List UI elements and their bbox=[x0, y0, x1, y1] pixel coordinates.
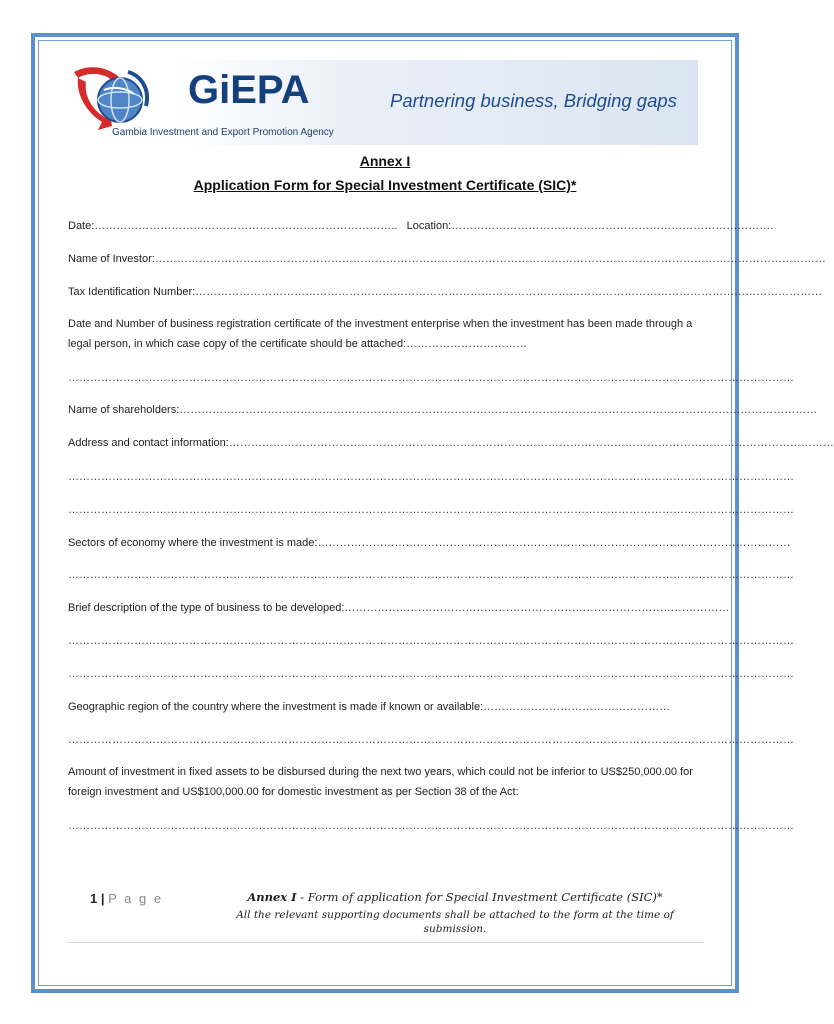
sectors-label: Sectors of economy where the investment is made: bbox=[68, 537, 318, 549]
header-banner bbox=[68, 60, 698, 145]
page-number-value: 1 bbox=[90, 891, 98, 906]
investor-name-label: Name of Investor: bbox=[68, 253, 155, 265]
tin-field[interactable]: ……………………………………………………………………………………………………………………………………………………… bbox=[195, 286, 823, 298]
business-description-field[interactable]: …………………………………………………………………………………………… bbox=[344, 602, 730, 614]
tin-label: Tax Identification Number: bbox=[68, 286, 196, 298]
sectors-row bbox=[68, 536, 791, 550]
address-row bbox=[68, 436, 834, 450]
shareholders-label: Name of shareholders: bbox=[68, 404, 180, 416]
address-label: Address and contact information: bbox=[68, 437, 229, 449]
sectors-field[interactable]: ………………………………………………………………………………………………………………… bbox=[317, 537, 791, 549]
investor-name-field[interactable]: ………………………………………………………………………………………………………………………………………………………………… bbox=[154, 253, 826, 265]
address-continuation-line-2[interactable]: ……………………………………………………………………………………………………………………………………………………………………………… bbox=[68, 504, 794, 516]
region-continuation-line[interactable]: ……………………………………………………………………………………………………………………………………………………………………………… bbox=[68, 734, 794, 746]
business-description-continuation-line-1[interactable]: ……………………………………………………………………………………………………………………………………………………………………………… bbox=[68, 635, 794, 647]
sectors-continuation-line[interactable]: ……………………………………………………………………………………………………………………………………………………………………………… bbox=[68, 569, 794, 581]
annex-heading: Annex I bbox=[359, 153, 411, 169]
location-label: Location: bbox=[406, 220, 452, 232]
amount-label: Amount of investment in fixed assets to be disbursed during the next two years, which could not be inferior to US$250,000.00 for foreign investment and US$100,000.00 for domestic investment as per Section 38 of the Act: bbox=[68, 766, 693, 798]
footer-supporting-note: All the relevant supporting documents shall be attached to the form at the time of submission. bbox=[236, 909, 674, 935]
registration-field[interactable]: …………………………… bbox=[406, 338, 528, 350]
business-description-row bbox=[68, 601, 730, 615]
region-label: Geographic region of the country where the investment is made if known or available: bbox=[68, 701, 484, 713]
date-location-row bbox=[68, 219, 774, 233]
page-number bbox=[90, 891, 163, 906]
registration-continuation-line[interactable]: ……………………………………………………………………………………………………………………………………………………………………………… bbox=[68, 372, 794, 384]
page-word: P a g e bbox=[108, 891, 164, 906]
amount-field[interactable]: ……………………………………………………………………………………………………………………………………………………………………………… bbox=[68, 820, 794, 832]
footer-divider bbox=[66, 942, 704, 943]
date-label: Date: bbox=[68, 220, 95, 232]
registration-row bbox=[68, 314, 700, 354]
footer-annex-note bbox=[205, 890, 705, 904]
date-field[interactable]: ……………………………………………………………………….. bbox=[94, 220, 398, 232]
region-field[interactable]: …………………………………………… bbox=[483, 701, 671, 713]
business-description-label: Brief description of the type of business to be developed: bbox=[68, 602, 345, 614]
footer-annex-text: - Form of application for Special Investment Certificate (SIC)* bbox=[296, 890, 663, 904]
location-field[interactable]: ……………………………………………………………………………. bbox=[451, 220, 774, 232]
page-separator: | bbox=[100, 891, 105, 906]
agency-name: Gambia Investment and Export Promotion Agency bbox=[112, 127, 334, 138]
registration-label: Date and Number of business registration certificate of the investment enterprise when the investment has been made through a legal person, in which case copy of the certificate should be attached: bbox=[68, 318, 693, 350]
tagline: Partnering business, Bridging gaps bbox=[390, 90, 677, 111]
footer-annex-ref: Annex I bbox=[247, 890, 297, 904]
address-field[interactable]: ………………………………………………………………………………………………………………………………………………… bbox=[228, 437, 834, 449]
form-title: Application Form for Special Investment Certificate (SIC)* bbox=[193, 177, 577, 193]
amount-row bbox=[68, 762, 700, 802]
investor-name-row bbox=[68, 252, 826, 266]
region-row bbox=[68, 700, 700, 714]
address-continuation-line-1[interactable]: ……………………………………………………………………………………………………………………………………………………………………………… bbox=[68, 471, 794, 483]
brand-logo-text: GiEPA bbox=[188, 68, 310, 112]
shareholders-field[interactable]: ………………………………………………………………………………………………………………………………………………………… bbox=[179, 404, 818, 416]
tin-row bbox=[68, 285, 823, 299]
business-description-continuation-line-2[interactable]: ……………………………………………………………………………………………………………………………………………………………………………… bbox=[68, 668, 794, 680]
shareholders-row bbox=[68, 403, 818, 417]
